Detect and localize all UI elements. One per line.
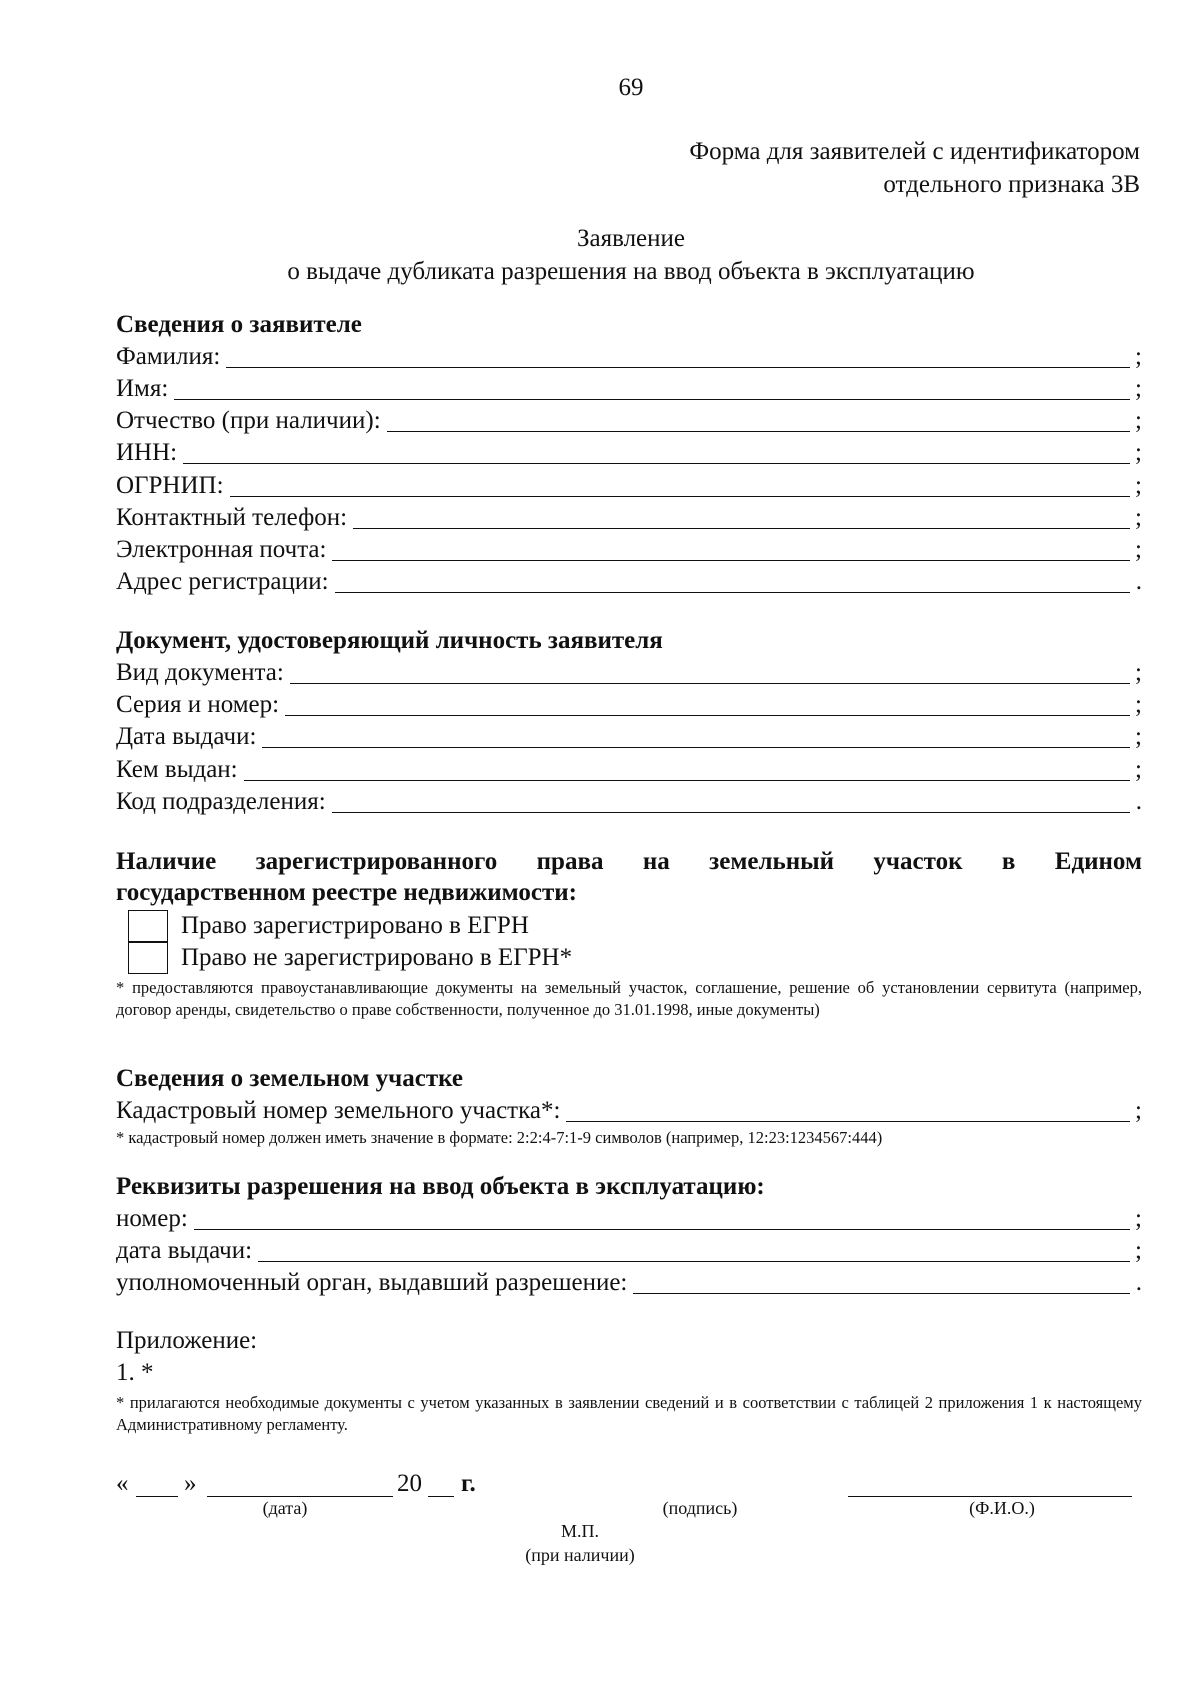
land-plot-heading: Сведения о земельном участке [116, 1065, 463, 1092]
field-label: дата выдачи: [116, 1237, 253, 1264]
issuing-authority-field[interactable]: уполномоченный орган, выдавший разрешение: . [116, 1267, 1142, 1299]
full-name-caption: (Ф.И.О.) [969, 1498, 1035, 1518]
identity-document-heading: Документ, удостоверяющий личность заявителя [116, 627, 663, 654]
cadastral-number-field[interactable]: Кадастровый номер земельного участка*: ; [116, 1095, 1142, 1127]
year-prefix: 20 [397, 1470, 422, 1497]
field-label: Кадастровый номер земельного участка*: [116, 1097, 561, 1124]
field-label: Код подразделения: [116, 788, 326, 815]
field-label: Серия и номер: [116, 691, 280, 718]
input-line[interactable] [183, 439, 1130, 464]
input-line[interactable] [244, 756, 1130, 781]
field-label: Дата выдачи: [116, 723, 257, 750]
field-label: ОГРНИП: [116, 472, 224, 499]
input-line[interactable] [174, 375, 1130, 400]
form-type [689, 135, 1140, 201]
issued-by-field[interactable]: Кем выдан: ; [116, 754, 1142, 786]
quote-open: « [116, 1470, 129, 1497]
inn-field[interactable]: ИНН: ; [116, 437, 1142, 469]
right-not-registered-checkbox[interactable] [128, 942, 168, 974]
patronymic-field[interactable]: Отчество (при наличии): ; [116, 405, 1142, 437]
page-number: 69 [618, 74, 644, 101]
email-field[interactable]: Электронная почта: ; [116, 534, 1142, 566]
field-label: уполномоченный орган, выдавший разрешение: [116, 1269, 628, 1296]
input-line[interactable] [226, 343, 1130, 368]
field-label: Контактный телефон: [116, 504, 348, 531]
series-number-field[interactable]: Серия и номер: ; [116, 689, 1142, 721]
day-blank[interactable] [136, 1472, 178, 1497]
input-line[interactable] [566, 1097, 1130, 1122]
field-label: Отчество (при наличии): [116, 407, 381, 434]
stamp-label: М.П. [560, 1521, 599, 1541]
title-line-2: о выдаче дубликата разрешения на ввод объекта в эксплуатацию [287, 258, 975, 285]
date-caption: (дата) [262, 1498, 308, 1518]
input-line[interactable] [335, 568, 1130, 593]
land-right-heading-line-2: государственном реестре недвижимости: [116, 879, 577, 906]
registration-address-field[interactable]: Адрес регистрации: . [116, 566, 1142, 598]
first-name-field[interactable]: Имя: ; [116, 373, 1142, 405]
signature-name-blank[interactable] [848, 1472, 1132, 1497]
input-line[interactable] [262, 723, 1130, 748]
document-type-field[interactable]: Вид документа: ; [116, 657, 1142, 689]
field-label: Электронная почта: [116, 536, 327, 563]
field-label: Кем выдан: [116, 756, 238, 783]
field-label: Фамилия: [116, 343, 221, 370]
department-code-field[interactable]: Код подразделения: . [116, 786, 1142, 818]
field-label: Имя: [116, 375, 169, 402]
field-label: ИНН: [116, 439, 178, 466]
permit-number-field[interactable]: номер: ; [116, 1203, 1142, 1235]
form-type-line-2: отдельного признака 3В [883, 171, 1140, 198]
cadastral-footnote: * кадастровый номер должен иметь значение в формате: 2:2:4-7:1-9 символов (например, 12:23:1234567:444) [116, 1128, 883, 1147]
field-label: Вид документа: [116, 659, 284, 686]
field-label: номер: [116, 1205, 188, 1232]
field-label: Адрес регистрации: [116, 568, 329, 595]
input-line[interactable] [633, 1269, 1130, 1294]
signature-caption: (подпись) [662, 1498, 738, 1518]
ogrnip-field[interactable]: ОГРНИП: ; [116, 470, 1142, 502]
input-line[interactable] [258, 1237, 1130, 1262]
year-suffix: г. [461, 1470, 476, 1497]
right-registered-checkbox[interactable] [128, 910, 168, 942]
permit-date-field[interactable]: дата выдачи: ; [116, 1235, 1142, 1267]
input-line[interactable] [332, 788, 1130, 813]
input-line[interactable] [285, 691, 1130, 716]
quote-close: » [184, 1470, 197, 1497]
attachment-footnote: * прилагаются необходимые документы с учетом указанных в заявлении сведений и в соответствии с таблицей 2 приложения 1 к настоящему Административному регламенту. [116, 1393, 1142, 1434]
stamp-note: (при наличии) [525, 1545, 635, 1565]
right-not-registered-label: Право не зарегистрировано в ЕГРН* [181, 944, 573, 971]
issue-date-field[interactable]: Дата выдачи: ; [116, 721, 1142, 753]
land-right-heading-line-1: Наличие зарегистрированного права на земельный участок в Едином [116, 848, 1142, 875]
attachment-heading: Приложение: [116, 1327, 258, 1354]
year-blank[interactable] [428, 1472, 454, 1497]
land-right-footnote: * предоставляются правоустанавливающие документы на земельный участок, соглашение, решение об установлении сервитута (например, договор аренды, свидетельство о праве собственности, полученное до 31.01.1998, иные документы) [116, 978, 1142, 1019]
document-title [0, 222, 1200, 288]
right-registered-label: Право зарегистрировано в ЕГРН [181, 912, 529, 939]
form-type-line-1: Форма для заявителей с идентификатором [689, 138, 1140, 165]
input-line[interactable] [332, 536, 1130, 561]
applicant-heading: Сведения о заявителе [116, 311, 362, 338]
phone-field[interactable]: Контактный телефон: ; [116, 502, 1142, 534]
input-line[interactable] [290, 659, 1130, 684]
input-line[interactable] [387, 407, 1130, 432]
input-line[interactable] [353, 504, 1130, 529]
attachment-item: 1. * [116, 1359, 154, 1386]
input-line[interactable] [230, 472, 1130, 497]
title-line-1: Заявление [576, 225, 686, 252]
permit-heading: Реквизиты разрешения на ввод объекта в эксплуатацию: [116, 1173, 765, 1200]
month-blank[interactable] [207, 1472, 393, 1497]
input-line[interactable] [194, 1205, 1130, 1230]
surname-field[interactable]: Фамилия: ; [116, 341, 1142, 373]
